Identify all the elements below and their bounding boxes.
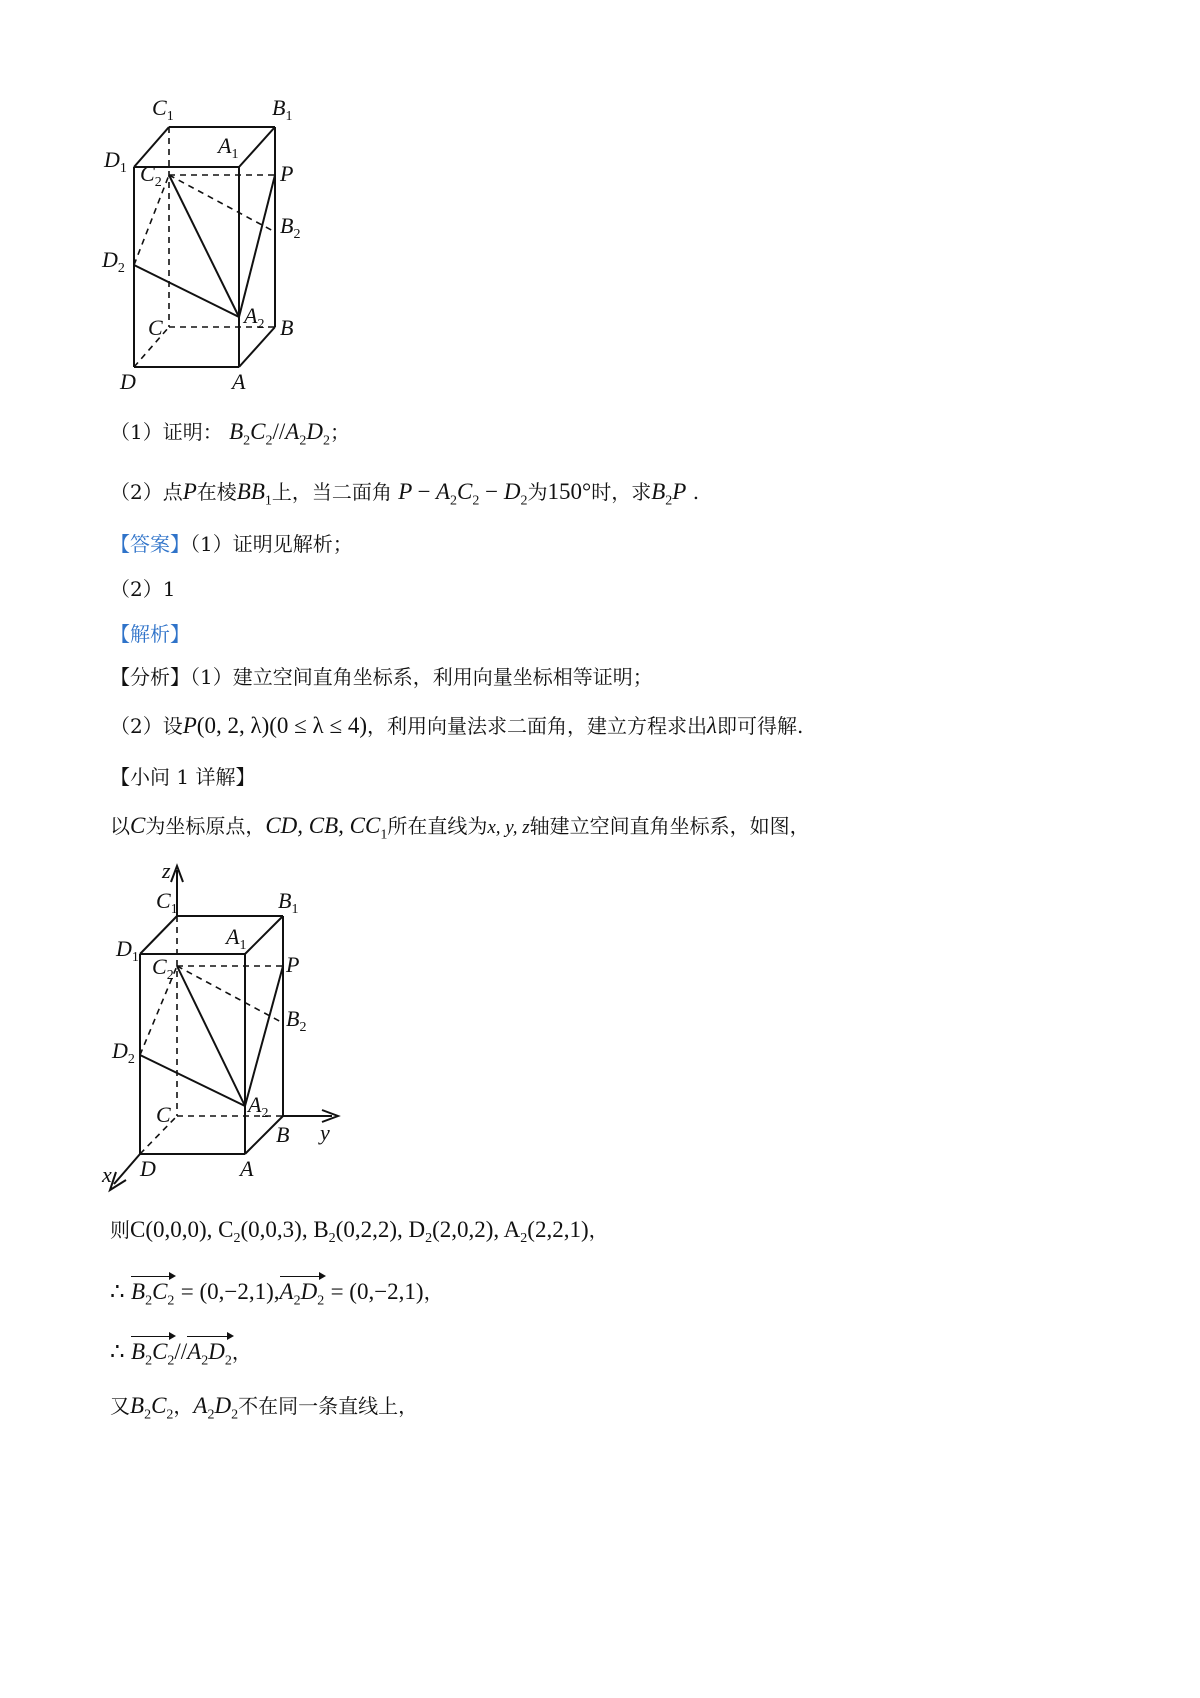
label-b1: $B_1$ <box>272 95 293 124</box>
label2-b1: $B_1$ <box>278 888 299 917</box>
label-d1: $D_1$ <box>104 147 127 176</box>
label-d: D <box>120 369 136 394</box>
question-2: （2）点P在棱$BB_1$上，当二面角 $P - A_2C_2 - D_2$为150°时，求$B_2P$ . <box>110 479 700 509</box>
label2-a: A <box>240 1156 254 1181</box>
axis-z-label: z <box>162 858 171 883</box>
answer-line: 【答案】（1）证明见解析； <box>110 532 353 556</box>
analysis-tag: 【解析】 <box>110 622 190 646</box>
figure-prism-axes <box>100 858 360 1198</box>
answer-tag: 【答案】 <box>110 532 190 556</box>
label2-c1: $C_1$ <box>156 888 178 917</box>
label2-c: C <box>156 1102 171 1127</box>
label-c1: $C_1$ <box>152 95 174 124</box>
label2-b: B <box>276 1122 290 1147</box>
label-c: C <box>148 315 163 340</box>
vector-parallel-line: ∴ $B_2C_2//A_2D_2$， <box>110 1336 252 1376</box>
question-1: （1）证明： $B_2C_2//A_2D_2$； <box>110 419 350 449</box>
coords-line: 则C(0,0,0), $C_2(0,0,3)$, $B_2(0,2,2)$, $D_2(2,0,2)$, $A_2(2,2,1)$， <box>110 1217 609 1246</box>
axis-x-label: x <box>102 1162 112 1187</box>
label2-c2: $C_2$ <box>152 954 174 983</box>
last-line: 又$B_2C_2$，$A_2D_2$不在同一条直线上， <box>110 1393 419 1423</box>
label2-a1: $A_1$ <box>226 924 247 953</box>
xiaowen-heading: 【小问 1 详解】 <box>110 765 256 789</box>
label2-b2: $B_2$ <box>286 1006 307 1035</box>
answer-part2: （2）1 <box>110 577 176 601</box>
fenxi-line: 【分析】（1）建立空间直角坐标系，利用向量坐标相等证明； <box>110 665 653 689</box>
label-a: A <box>232 369 246 394</box>
axis-y-label: y <box>320 1120 330 1145</box>
label-d2: $D_2$ <box>102 247 125 276</box>
label2-a2: $A_2$ <box>248 1092 269 1121</box>
label-b: B <box>280 315 294 340</box>
setup-line: 以C为坐标原点，CD, CB, $CC_1$所在直线为x, y, z轴建立空间直角坐标系，如图， <box>110 813 810 843</box>
fenxi-line-2: （2）设P(0, 2, λ)(0 ≤ λ ≤ 4)，利用向量法求二面角，建立方程求出λ即可得解. <box>110 713 804 738</box>
label2-d: D <box>140 1156 156 1181</box>
vector-eq-line: ∴ $B_2C_2 = (0,-2,1),A_2D_2 = (0,-2,1)$， <box>110 1276 444 1316</box>
label2-p: P <box>286 952 300 977</box>
label-c2: $C_2$ <box>140 161 162 190</box>
figure-prism-1 <box>100 95 360 405</box>
label2-d1: $D_1$ <box>116 936 139 965</box>
label2-d2: $D_2$ <box>112 1038 135 1067</box>
label-a1: $A_1$ <box>218 133 239 162</box>
label-p: P <box>280 161 294 186</box>
label-a2: $A_2$ <box>244 303 265 332</box>
label-b2: $B_2$ <box>280 213 301 242</box>
